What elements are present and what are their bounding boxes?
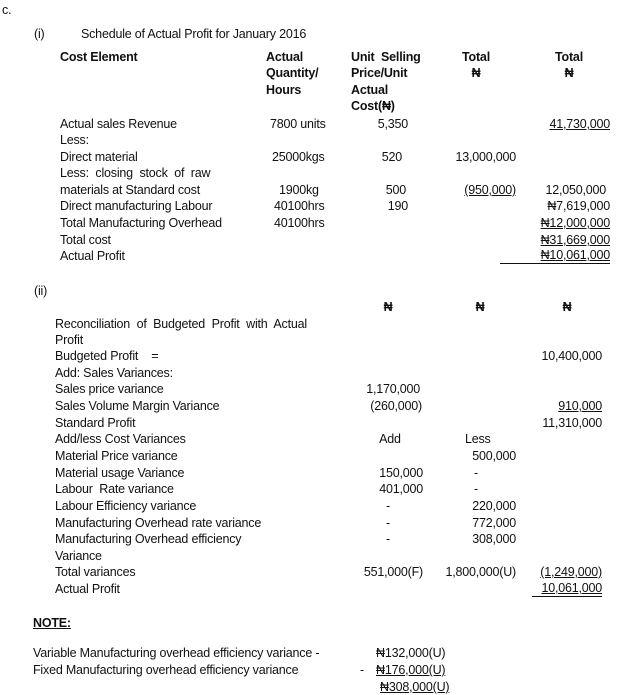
row-total2: ₦12,000,000	[540, 216, 610, 230]
row-label: Budgeted Profit =	[55, 349, 159, 363]
row-c1: -	[386, 499, 390, 513]
row-c3: 910,000	[558, 399, 602, 413]
header-total2: Total	[555, 50, 583, 64]
row-total1: (950,000)	[464, 183, 516, 197]
header-unit-price-2: Price/Unit	[351, 66, 408, 80]
row-c3: 11,310,000	[542, 416, 602, 430]
row-label: Total Manufacturing Overhead	[60, 216, 222, 230]
part-i-title: Schedule of Actual Profit for January 2016	[81, 27, 307, 41]
row-c2: 1,800,000(U)	[445, 565, 516, 579]
note-line-label: Fixed Manufacturing overhead efficiency variance	[33, 663, 299, 677]
currency-header-3: ₦	[562, 300, 572, 314]
part-ii-label: (ii)	[34, 284, 48, 298]
row-total2: ₦31,669,000	[540, 233, 610, 247]
row-qty: 25000kgs	[272, 150, 325, 164]
row-c2: 772,000	[472, 516, 516, 530]
row-c1: Add	[379, 432, 401, 446]
row-c1: 1,170,000	[366, 382, 420, 396]
row-label: Total cost	[60, 233, 111, 247]
header-unit-price-3: Actual	[351, 83, 389, 97]
note-line-value: ₦132,000(U)	[376, 646, 446, 660]
currency-header-1: ₦	[383, 300, 393, 314]
row-total1: 13,000,000	[455, 150, 516, 164]
row-label: Sales Volume Margin Variance	[55, 399, 220, 413]
row-c2: 308,000	[472, 532, 516, 546]
note-title: NOTE:	[33, 616, 71, 630]
row-qty: 1900kg	[279, 183, 319, 197]
row-c3: (1,249,000)	[540, 565, 602, 579]
note-line-dash: -	[360, 663, 364, 677]
currency-header-2: ₦	[475, 300, 485, 314]
note-line-total: ₦308,000(U)	[380, 680, 450, 694]
row-unit: 520	[381, 150, 402, 164]
row-label: Material Price variance	[55, 449, 178, 463]
row-total2: 12,050,000	[545, 183, 606, 197]
row-unit: 500	[385, 183, 406, 197]
row-label: Sales price variance	[55, 382, 164, 396]
row-qty: 40100hrs	[274, 199, 325, 213]
header-actual-qty-2: Quantity/	[266, 66, 319, 80]
row-label: Manufacturing Overhead rate variance	[55, 516, 262, 530]
row-label: Labour Rate variance	[55, 482, 174, 496]
row-label: Total variances	[55, 565, 136, 579]
header-cost-element: Cost Element	[60, 50, 138, 64]
row-c1: -	[386, 532, 390, 546]
reconciliation-title-1: Reconciliation of Budgeted Profit with Actual	[55, 317, 307, 331]
row-c1: 551,000(F)	[363, 565, 423, 579]
row-c2: -	[474, 466, 478, 480]
header-unit-price-1: Unit Selling	[351, 50, 421, 64]
row-label: Variance	[55, 549, 102, 563]
section-letter: c.	[2, 3, 12, 17]
row-c3: 10,400,000	[541, 349, 602, 363]
row-c2: 500,000	[472, 449, 516, 463]
reconciliation-title-2: Profit	[55, 333, 83, 347]
row-label: Actual Profit	[60, 249, 125, 263]
header-actual-qty-3: Hours	[266, 83, 302, 97]
row-label: Add: Sales Variances:	[55, 366, 173, 380]
header-total2-currency: ₦	[564, 66, 574, 80]
row-c1: 150,000	[379, 466, 423, 480]
part-i-label: (i)	[34, 27, 45, 41]
row-label: Less: closing stock of raw	[60, 166, 211, 180]
row-c1: 401,000	[379, 482, 423, 496]
row-label: Manufacturing Overhead efficiency	[55, 532, 242, 546]
row-c1: -	[386, 516, 390, 530]
row-label: Actual Profit	[55, 582, 120, 596]
row-label: Standard Profit	[55, 416, 136, 430]
row-label: Less:	[60, 133, 89, 147]
row-total2: ₦7,619,000	[547, 199, 610, 213]
row-unit: 190	[387, 199, 408, 213]
row-label: materials at Standard cost	[60, 183, 201, 197]
row-label: Material usage Variance	[55, 466, 185, 480]
row-unit: 5,350	[377, 117, 408, 131]
row-label: Labour Efficiency variance	[55, 499, 197, 513]
row-c2: Less	[465, 432, 491, 446]
row-total2: 41,730,000	[549, 117, 610, 131]
row-c2: -	[474, 482, 478, 496]
row-c2: 220,000	[472, 499, 516, 513]
row-qty: 7800 units	[270, 117, 326, 131]
header-total1: Total	[462, 50, 490, 64]
note-line-label: Variable Manufacturing overhead efficiency variance -	[33, 646, 320, 660]
row-label: Direct material	[60, 150, 138, 164]
row-total2: ₦10,061,000	[500, 248, 610, 264]
header-actual-qty-1: Actual	[266, 50, 304, 64]
row-c1: (260,000)	[370, 399, 422, 413]
header-unit-price-4: Cost(₦)	[351, 99, 395, 113]
row-c3: 10,061,000	[532, 581, 602, 597]
row-label: Add/less Cost Variances	[55, 432, 186, 446]
note-line-value: ₦176,000(U)	[376, 663, 446, 677]
row-qty: 40100hrs	[274, 216, 325, 230]
header-total1-currency: ₦	[471, 66, 481, 80]
row-label: Direct manufacturing Labour	[60, 199, 213, 213]
row-label: Actual sales Revenue	[60, 117, 177, 131]
